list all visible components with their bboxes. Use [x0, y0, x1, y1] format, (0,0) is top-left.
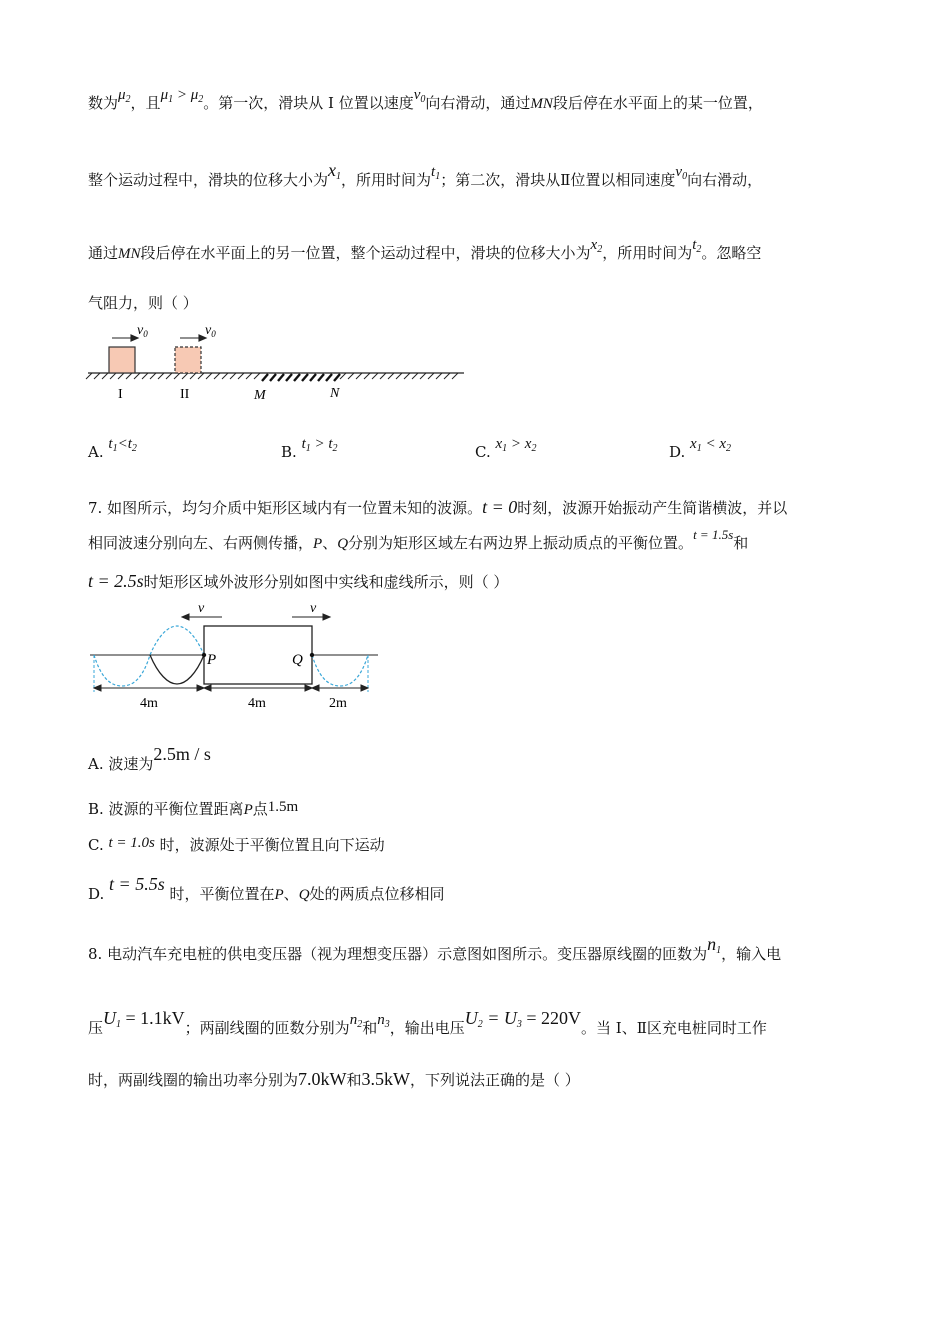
q7-figure [86, 596, 384, 716]
label-II: II [180, 387, 190, 402]
u1-expression: $U_1 = 1.1kV$ [103, 1008, 185, 1030]
q7-option-D[interactable]: D. t = 5.5s 时，平衡位置在P、Q处的两质点位移相同 [88, 874, 445, 903]
label-v-left: v [198, 601, 205, 616]
point-P [202, 653, 206, 657]
q8-line-1: 8. 电动汽车充电桩的供电变压器（视为理想变压器）示意图如图所示。变压器原线圈的匝数为$n_1$，输入电 [88, 934, 782, 963]
q7-line-1: 7. 如图所示，均匀介质中矩形区域内有一位置未知的波源。t = 0时刻，波源开始振动产生简谐横波，并以 [88, 497, 788, 517]
dimension-lines [94, 685, 368, 691]
q6-option-C[interactable]: C. $x_1 > x_2$ [475, 436, 537, 461]
solid-wave-left [150, 655, 204, 684]
label-M: M [254, 388, 266, 403]
q8-line-2: 压$U_1 = 1.1kV$；两副线圈的匝数分别为$n_2$和$n_3$，输出电压$U_2 = U_3 = 220V$。当 I、Ⅱ区充电桩同时工作 [88, 1008, 767, 1037]
q7-line-2: 相同波速分别向左、右两侧传播，P、Q分别为矩形区域左右两边界上振动质点的平衡位置。t = 1.5s和 [88, 527, 749, 552]
v0-label-II: $v_0$ [205, 323, 216, 339]
point-Q [310, 653, 314, 657]
v0-symbol: $v_0$ [413, 87, 426, 105]
n1-symbol: $n_1$ [707, 934, 722, 956]
dim-2m-right: 2m [329, 696, 347, 711]
q6-option-B[interactable]: B. $t_1 > t_2$ [281, 436, 338, 461]
q7-option-A[interactable]: A. 波速为2.5m / s [88, 744, 211, 773]
q6-option-D[interactable]: D. $x_1 < x_2$ [669, 436, 732, 461]
dim-4m-left: 4m [140, 696, 158, 711]
label-v-right: v [310, 601, 317, 616]
v0-symbol-2: $v_0$ [675, 164, 688, 182]
q6-option-A[interactable]: A. $t_1<t_2$ [88, 436, 137, 461]
n3-symbol: $n_3$ [377, 1012, 390, 1030]
block-II [175, 347, 201, 373]
x1-symbol: $x_1$ [328, 160, 342, 182]
q7-option-C[interactable]: C. t = 1.0s 时，波源处于平衡位置且向下运动 [88, 835, 385, 854]
block-I [109, 347, 135, 373]
dim-4m-middle: 4m [248, 696, 266, 711]
q6-figure [84, 318, 468, 406]
dashed-wave-right [312, 655, 368, 686]
v0-label-I: $v_0$ [137, 323, 148, 339]
n2-symbol: $n_2$ [349, 1012, 363, 1030]
q6-line-4: 气阻力，则（ ） [88, 294, 198, 312]
q6-line-1: 数为$\mu_2$，且$\mu_1 > \mu_2$。第一次，滑块从 I 位置以速度$v_0$向右滑动，通过MN段后停在水平面上的某一位置， [88, 87, 763, 112]
u2-u3-expression: $U_2 = U_3 = 220V$ [464, 1008, 582, 1030]
mu2-symbol: $\mu_2$ [118, 87, 131, 105]
rough-segment-mn [262, 374, 340, 381]
q8-line-3: 时，两副线圈的输出功率分别为7.0kW和3.5kW，下列说法正确的是（ ） [88, 1069, 580, 1089]
q6-line-3: 通过MN段后停在水平面上的另一位置，整个运动过程中，滑块的位移大小为$x_2$，所用时间为$t_2$。忽略空 [88, 237, 762, 262]
label-N: N [330, 386, 340, 401]
arrow-v0-II [180, 335, 206, 341]
q6-line-2: 整个运动过程中，滑块的位移大小为$x_1$，所用时间为$t_1$；第二次，滑块从Ⅱ位置以相同速度$v_0$向右滑动， [88, 160, 763, 189]
arrow-v0-I [112, 335, 138, 341]
x2-symbol: $x_2$ [590, 237, 603, 255]
q7-option-B[interactable]: B. 波源的平衡位置距离P点1.5m [88, 799, 299, 818]
q7-line-3: t = 2.5s时矩形区域外波形分别如图中实线和虚线所示，则（ ） [88, 571, 509, 591]
t2-symbol: $t_2$ [692, 237, 702, 255]
label-P: P [207, 652, 217, 668]
label-I: I [118, 387, 123, 402]
label-Q: Q [292, 652, 303, 668]
dashed-wave-left [94, 626, 204, 686]
t1-symbol: $t_1$ [431, 164, 441, 182]
mu-inequality: $\mu_1 > \mu_2$ [160, 87, 204, 105]
